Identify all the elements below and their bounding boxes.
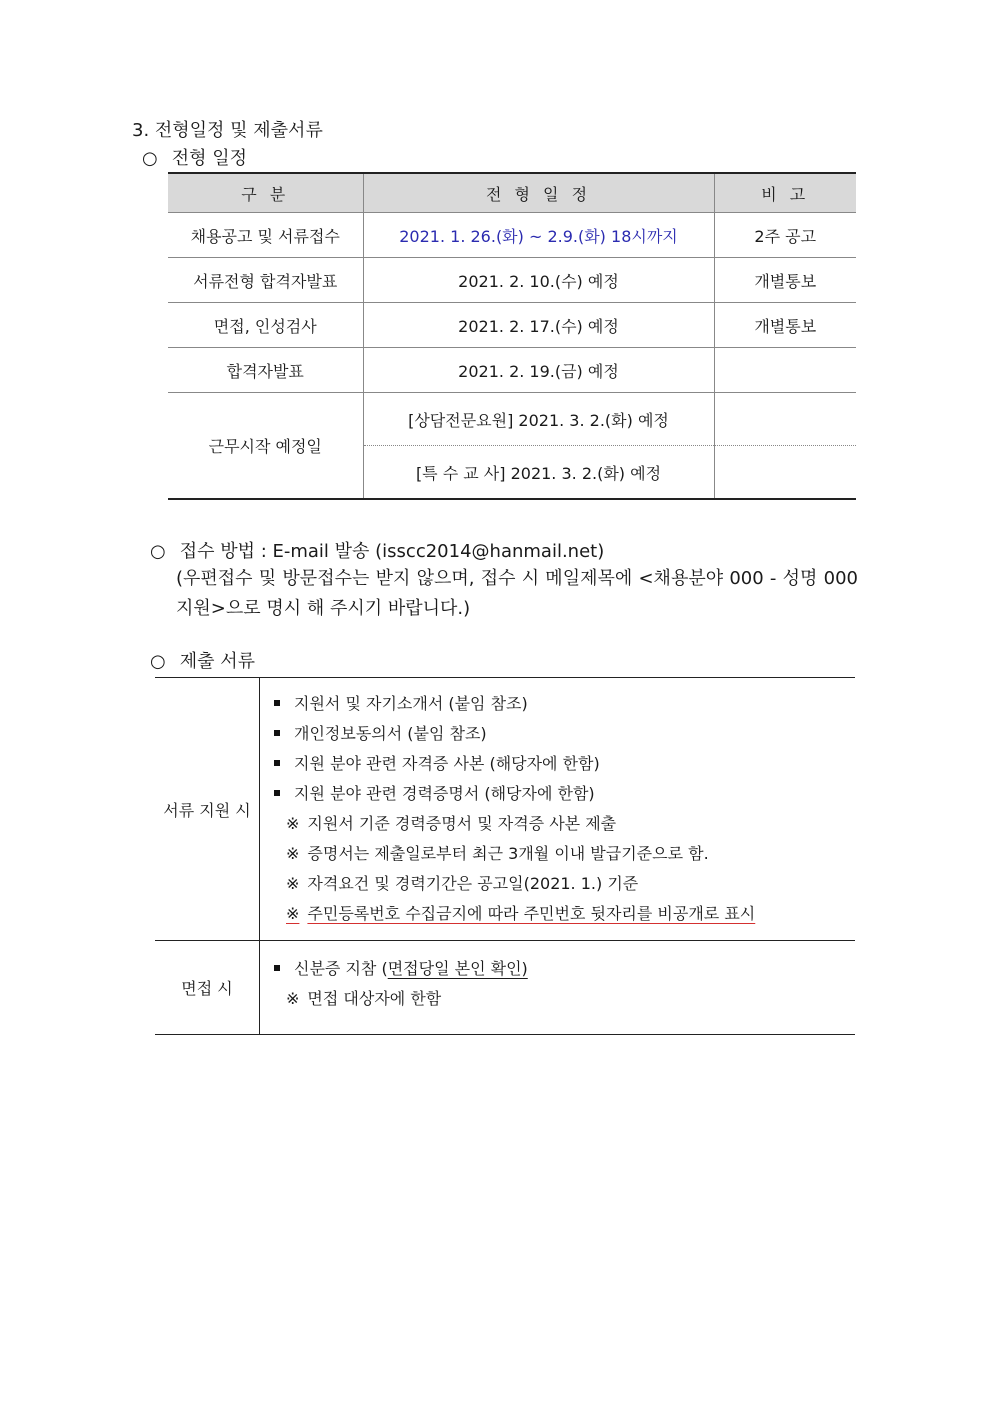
application-method-text: 접수 방법 : E-mail 발송 (isscc2014@hanmail.net) [179, 541, 605, 562]
schedule-header-row [168, 173, 856, 213]
table-row [168, 393, 856, 446]
row-label: 면접 시 [155, 941, 260, 1035]
table-row [168, 213, 856, 258]
table-row [168, 258, 856, 303]
list-item: 신분증 지참 (면접당일 본인 확인) [272, 954, 855, 984]
row-category: 서류전형 합격자발표 [168, 258, 363, 303]
table-row [155, 941, 855, 1035]
row-date: 2021. 2. 17.(수) 예정 [363, 303, 714, 348]
circle-bullet: ○ [150, 651, 166, 672]
note-item: ※ 자격요건 및 경력기간은 공고일(2021. 1.) 기준 [286, 874, 639, 893]
row-date: 2021. 1. 26.(화) ~ 2.9.(화) 18시까지 [363, 213, 714, 258]
note-item: ※ 면접 대상자에 한함 [286, 988, 442, 1008]
table-row [168, 348, 856, 393]
row-date: [상담전문요원] 2021. 3. 2.(화) 예정 [363, 393, 714, 446]
application-method [150, 537, 604, 563]
row-category: 면접, 인성검사 [168, 303, 363, 348]
square-bullet-icon [274, 760, 280, 766]
row-content [260, 678, 856, 941]
column-header-date: 전 형 일 정 [363, 173, 714, 213]
row-date: [특 수 교 사] 2021. 3. 2.(화) 예정 [363, 446, 714, 500]
row-note: 2주 공고 [714, 213, 856, 258]
square-bullet-icon [274, 730, 280, 736]
row-date: 2021. 2. 19.(금) 예정 [363, 348, 714, 393]
square-bullet-icon [274, 700, 280, 706]
row-note: 개별통보 [714, 303, 856, 348]
row-date: 2021. 2. 10.(수) 예정 [363, 258, 714, 303]
circle-bullet: ○ [150, 541, 166, 562]
row-content [260, 941, 856, 1035]
square-bullet-icon [274, 790, 280, 796]
row-note [714, 348, 856, 393]
section-title: 3. 전형일정 및 제출서류 [132, 120, 323, 141]
row-note [714, 446, 856, 500]
note-item-highlighted: ※ 주민등록번호 수집금지에 따라 주민번호 뒷자리를 비공개로 표시 [286, 904, 756, 923]
list-item: 개인정보동의서 (붙임 참조) [272, 719, 855, 749]
row-label: 서류 지원 시 [155, 678, 260, 941]
documents-heading-text: 제출 서류 [179, 651, 255, 672]
list-item: 지원 분야 관련 자격증 사본 (해당자에 한함) [272, 749, 855, 779]
documents-table [155, 677, 855, 1035]
application-note: (우편접수 및 방문접수는 받지 않으며, 접수 시 메일제목에 <채용분야 000 - 성명 000 지원>으로 명시 해 주시기 바랍니다.) [176, 568, 858, 619]
schedule-table [168, 172, 856, 500]
row-category: 합격자발표 [168, 348, 363, 393]
schedule-heading-text: 전형 일정 [171, 148, 247, 169]
note-item: ※ 지원서 기준 경력증명서 및 자격증 사본 제출 [286, 814, 617, 833]
schedule-heading [142, 144, 247, 170]
column-header-note: 비 고 [714, 173, 856, 213]
row-note: 개별통보 [714, 258, 856, 303]
square-bullet-icon [274, 965, 280, 971]
table-row [168, 303, 856, 348]
circle-bullet: ○ [142, 148, 158, 169]
column-header-category: 구 분 [168, 173, 363, 213]
row-category: 근무시작 예정일 [168, 393, 363, 500]
list-item: 지원 분야 관련 경력증명서 (해당자에 한함) [272, 779, 855, 809]
note-item: ※ 증명서는 제출일로부터 최근 3개월 이내 발급기준으로 함. [286, 844, 709, 863]
table-row [155, 678, 855, 941]
documents-heading [150, 647, 255, 673]
list-item: 지원서 및 자기소개서 (붙임 참조) [272, 689, 855, 719]
row-category: 채용공고 및 서류접수 [168, 213, 363, 258]
row-note [714, 393, 856, 446]
